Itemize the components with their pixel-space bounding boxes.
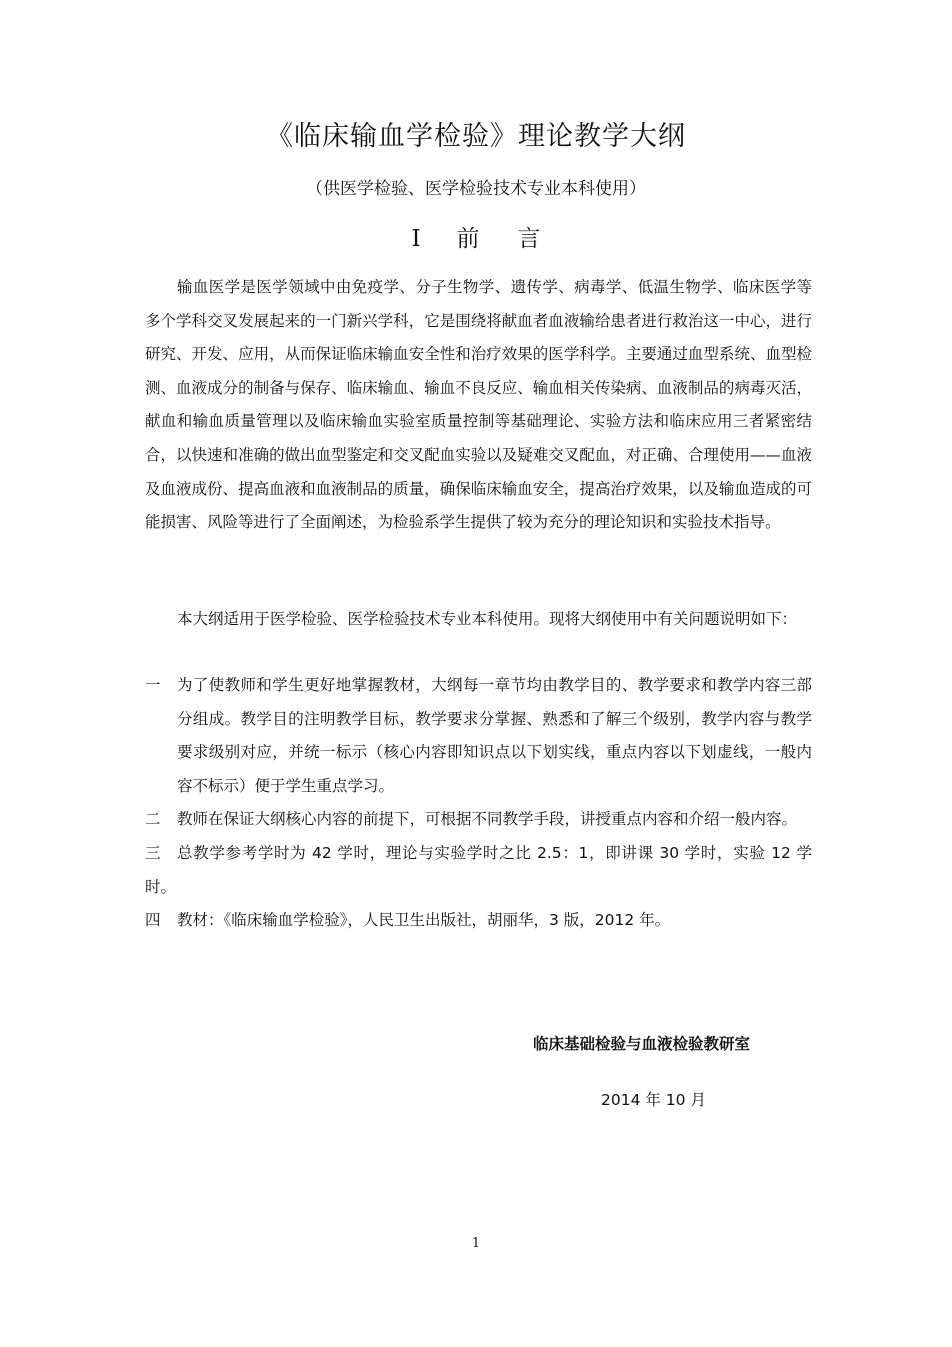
document-title: 《临床输血学检验》理论教学大纲 xyxy=(266,121,686,152)
notes-list xyxy=(145,669,812,938)
list-marker: 一 xyxy=(145,676,161,694)
list-item-text: 教材：《临床输血学检验》，人民卫生出版社，胡丽华，3 版，2012 年。 xyxy=(177,911,671,930)
paragraph-intro: 输血医学是医学领域中由免疫学、分子生物学、遗传学、病毒学、低温生物学、临床医学等多个学科交叉发展起来的一门新兴学科，它是围绕将献血者血液输给患者进行救治这一中心，进行研究、开发、应用，从而保证临床输血安全性和治疗效果的医学科学。主要通过血型系统、血型检测、血液成分的制备与保存、临床输血、输血不良反应、输血相关传染病、血液制品的病毒灭活，献血和输血质量管理以及临床输血实验室质量控制等基础理论、实验方法和临床应用三者紧密结合，以快速和准确的做出血型鉴定和交叉配血实验以及疑难交叉配血，对正确、合理使用——血液及血液成份、提高血液和血液制品的质量，确保临床输血安全，提高治疗效果，以及输血造成的可能损害、风险等进行了全面阐述，为检验系学生提供了较为充分的理论知识和实验技术指导。 xyxy=(145,278,812,532)
list-item xyxy=(145,837,812,904)
list-item-text: 总教学参考学时为 42 学时，理论与实验学时之比 2.5：1，即讲课 30 学时，实验 12 学时。 xyxy=(145,843,812,896)
list-item xyxy=(145,904,812,938)
list-item xyxy=(145,803,812,837)
paragraph-scope: 本大纲适用于医学检验、医学检验技术专业本科使用。现将大纲使用中有关问题说明如下： xyxy=(177,610,798,628)
department-signature: 临床基础检验与血液检验教研室 xyxy=(533,1035,751,1053)
document-date: 2014 年 10 月 xyxy=(601,1091,706,1109)
section-title-char-1: 前 xyxy=(456,226,480,252)
document-subtitle: （供医学检验、医学检验技术专业本科使用） xyxy=(306,179,646,199)
page-number: 1 xyxy=(471,1236,481,1251)
section-heading xyxy=(0,220,952,253)
list-item xyxy=(145,669,812,803)
list-item-text: 教师在保证大纲核心内容的前提下，可根据不同教学手段，讲授重点内容和介绍一般内容。 xyxy=(177,810,798,829)
section-title-char-2: 言 xyxy=(517,226,541,252)
list-marker: 四 xyxy=(145,911,161,930)
list-marker: 三 xyxy=(145,843,161,862)
list-marker: 二 xyxy=(145,810,161,829)
list-item-text: 为了使教师和学生更好地掌握教材，大纲每一章节均由教学目的、教学要求和教学内容三部分组成。教学目的注明教学目标，教学要求分掌握、熟悉和了解三个级别，教学内容与教学要求级别对应，并统一标示（核心内容即知识点以下划实线，重点内容以下划虚线，一般内容不标示）便于学生重点学习。 xyxy=(177,676,812,795)
section-number: Ⅰ xyxy=(411,226,421,252)
